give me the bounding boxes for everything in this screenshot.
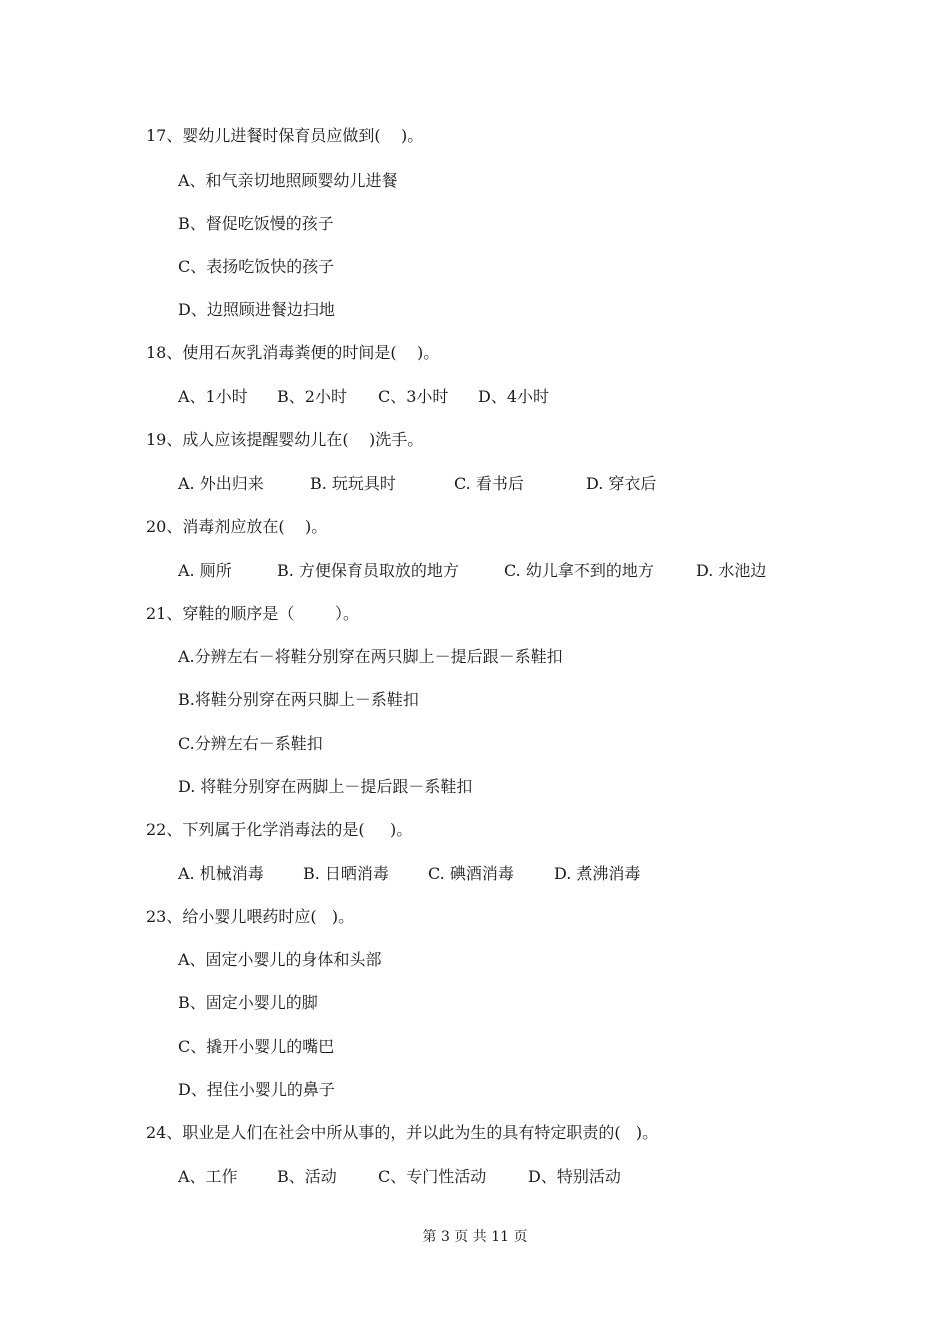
option-22-a: A. 机械消毒 [178, 864, 264, 883]
option-20-a: A. 厕所 [178, 561, 232, 580]
option-18-c: C、3小时 [378, 387, 449, 406]
question-18: 18、使用石灰乳消毒粪便的时间是( )。 [146, 343, 440, 362]
option-22-d: D. 煮沸消毒 [554, 864, 641, 883]
option-18-d: D、4小时 [478, 387, 550, 406]
option-24-c: C、专门性活动 [378, 1167, 487, 1186]
option-24-a: A、工作 [178, 1167, 238, 1186]
option-22-c: C. 碘酒消毒 [428, 864, 514, 883]
option-23-b: B、固定小婴儿的脚 [178, 993, 318, 1012]
option-17-a: A、和气亲切地照顾婴幼儿进餐 [178, 171, 398, 190]
question-21: 21、穿鞋的顺序是（ ）。 [146, 604, 360, 623]
option-23-c: C、撬开小婴儿的嘴巴 [178, 1037, 335, 1056]
option-20-d: D. 水池边 [696, 561, 767, 580]
option-20-b: B. 方便保育员取放的地方 [277, 561, 459, 580]
option-17-c: C、表扬吃饭快的孩子 [178, 257, 335, 276]
option-21-b: B.将鞋分别穿在两只脚上－系鞋扣 [178, 690, 419, 709]
option-18-b: B、2小时 [277, 387, 347, 406]
option-20-c: C. 幼儿拿不到的地方 [504, 561, 654, 580]
question-23: 23、给小婴儿喂药时应( )。 [146, 907, 355, 926]
question-24: 24、职业是人们在社会中所从事的，并以此为生的具有特定职责的( )。 [146, 1123, 659, 1142]
option-18-a: A、1小时 [178, 387, 248, 406]
question-20: 20、消毒剂应放在( )。 [146, 517, 328, 536]
option-23-a: A、固定小婴儿的身体和头部 [178, 950, 382, 969]
option-19-a: A. 外出归来 [178, 474, 264, 493]
option-22-b: B. 日晒消毒 [303, 864, 389, 883]
question-22: 22、下列属于化学消毒法的是( )。 [146, 820, 413, 839]
option-17-b: B、督促吃饭慢的孩子 [178, 214, 334, 233]
option-21-c: C.分辨左右－系鞋扣 [178, 734, 323, 753]
page-number: 第 3 页 共 11 页 [422, 1229, 528, 1245]
option-24-b: B、活动 [277, 1167, 337, 1186]
option-23-d: D、捏住小婴儿的鼻子 [178, 1080, 335, 1099]
option-19-b: B. 玩玩具时 [310, 474, 396, 493]
option-21-d: D. 将鞋分别穿在两脚上－提后跟－系鞋扣 [178, 777, 473, 796]
option-19-d: D. 穿衣后 [586, 474, 657, 493]
option-24-d: D、特别活动 [528, 1167, 621, 1186]
question-17: 17、婴幼儿进餐时保育员应做到( )。 [146, 126, 424, 145]
option-21-a: A.分辨左右－将鞋分别穿在两只脚上－提后跟－系鞋扣 [178, 647, 563, 666]
question-19: 19、成人应该提醒婴幼儿在( )洗手。 [146, 430, 424, 449]
option-17-d: D、边照顾进餐边扫地 [178, 300, 335, 319]
option-19-c: C. 看书后 [454, 474, 524, 493]
